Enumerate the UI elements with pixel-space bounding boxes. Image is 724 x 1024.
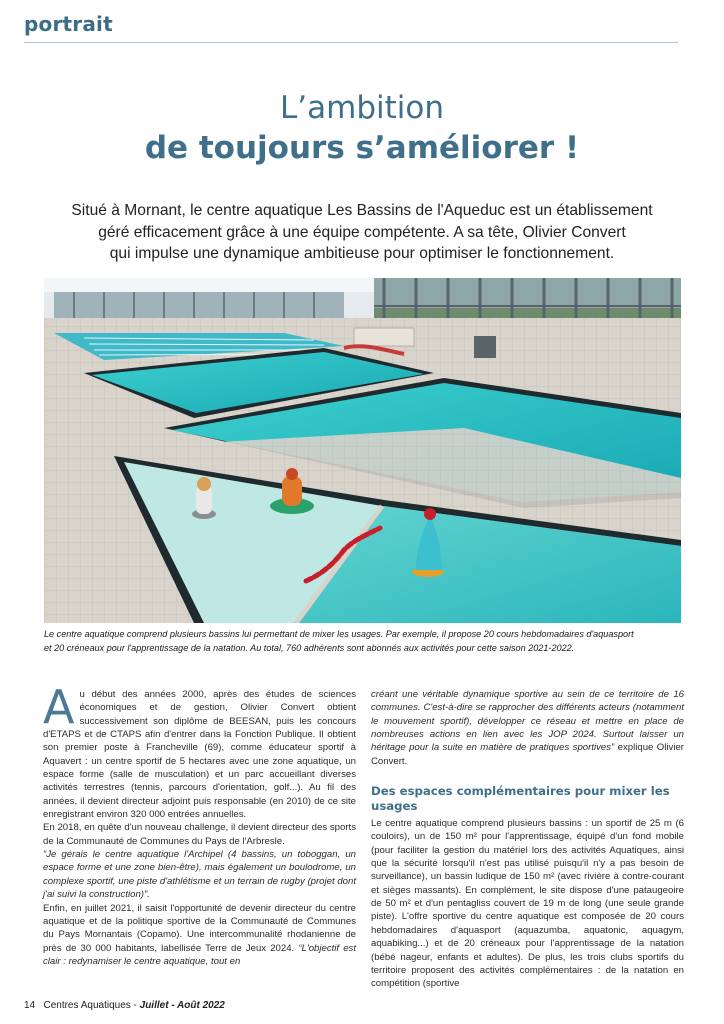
caption-line: Le centre aquatique comprend plusieurs bassins lui permettant de mixer les usages. Par exemple, il propose 20 cours hebdomadaires d'aquasport bbox=[44, 629, 634, 639]
article-title bbox=[0, 88, 724, 168]
left-column bbox=[43, 680, 356, 968]
page-footer bbox=[24, 1000, 225, 1011]
paragraph bbox=[43, 680, 356, 821]
paragraph-text: Enfin, en juillet 2021, il saisit l'opportunité de devenir directeur du centre aquatique et de la politique sportive de la Communauté de Communes du Pays Mornantais (Copamo). Une intercommunalité rhodanienne de près de 30 000 habitants, labellisée Terre de Jeux 2024. bbox=[43, 902, 356, 954]
aquatic-center-photo bbox=[44, 278, 681, 623]
intro-line: géré efficacement grâce à une équipe compétente. A sa tête, Olivier Convert bbox=[98, 223, 626, 241]
page-number: 14 bbox=[24, 1000, 36, 1011]
quote-text: créant une véritable dynamique sportive au sein de ce territoire de 16 communes. C'est-à-dire se rapprocher des différents acteurs (notamment le mouvement sportif), développer ce réseau et mettre en place de nombreuses actions en lien avec les JOP 2024. Surtout laisser un héritage pour la suite en matière de pratiques sportives” bbox=[371, 689, 684, 754]
quote-paragraph: “Je gérais le centre aquatique l'Archipel (4 bassins, un toboggan, un espace forme et une zone bien-être), mais également un boulodrome, un complexe sportif, une piste d'athlétisme et un terrain de rugby (projet dont j'ai suivi la construction)”. bbox=[43, 849, 356, 901]
section-heading: Des espaces complémentaires pour mixer les usages bbox=[371, 784, 670, 814]
photo-caption bbox=[44, 628, 684, 655]
drop-cap: A bbox=[43, 680, 75, 734]
title-line-2: de toujours s’améliorer ! bbox=[144, 130, 580, 166]
pool-illustration bbox=[44, 278, 681, 623]
paragraph bbox=[43, 902, 356, 969]
issue-date: Juillet - Août 2022 bbox=[139, 1000, 225, 1011]
section-label: portrait bbox=[24, 12, 113, 36]
paragraph: Le centre aquatique comprend plusieurs bassins : un sportif de 25 m (6 couloirs), un de 150 m² pour l'apprentissage, équipé d'un fond mobile (pour faciliter la gestion du matériel lors des activités Aquatiques, ainsi que la sécurité lorsqu'il n'est pas utilisé puisqu'il n'y a pas besoin de surveillance), un bassin ludique de 150 m² (avec rivière à contre-courant et sièges massants). En complément, le site dispose d'une pataugeoire de 50 m² et d'un pentagliss couvert de 19 m de long (une seule grande piste). L'offre sportive du centre aquatique est composée de 20 cours hebdomadaires d'aquasport (aquazumba, aquatonic, aquagym, aquabiking...) et de 20 créneaux pour l'apprentissage de la natation (bébé nageur, enfants et adultes). De plus, les trois clubs sportifs du territoire proposent des activités complémentaires : de la natation en compétition (sportive bbox=[371, 818, 684, 990]
paragraph bbox=[371, 688, 684, 768]
header-divider bbox=[24, 42, 678, 43]
quote-text: “L'objectif est clair : redynamiser le centre aquatique, tout en bbox=[43, 942, 356, 967]
paragraph-text: explique Olivier Convert. bbox=[371, 742, 684, 767]
caption-line: et 20 créneaux pour l'apprentissage de la natation. Au total, 760 adhérents sont abonnés aux activités pour cette saison 2021-2022. bbox=[44, 642, 575, 653]
paragraph: En 2018, en quête d'un nouveau challenge, il devient directeur des sports de la Communauté de Communes du Pays de l'Arbresle. bbox=[43, 822, 356, 847]
intro-line: qui impulse une dynamique ambitieuse pour optimiser le fonctionnement. bbox=[109, 245, 615, 262]
intro-line: Situé à Mornant, le centre aquatique Les Bassins de l'Aqueduc est un établissement bbox=[71, 202, 653, 219]
article-intro bbox=[50, 200, 674, 265]
paragraph-text: u début des années 2000, après des études de sciences économiques et de gestion, Olivier Convert obtient successivement son diplôme de BEESAN, puis les concours d'ETAPS et de CTAPS afin d'entrer dans la Fonction Publique. Il obtient son premier poste à Francheville (69), comme éducateur sportif à Aquavert : un centre sportif de 5 hectares avec une zone aquatique, un espace forme (salle de musculation) et un parc accueillant diverses activités terrestres (tennis, parcours d'orientation, golf...). Au fil des années, il devient directeur adjoint puis responsable (en 2010) de ce site enregistrant environ 320 000 entrées annuelles. bbox=[43, 689, 356, 821]
magazine-name: Centres Aquatiques - bbox=[43, 1000, 140, 1011]
right-column bbox=[371, 688, 684, 991]
title-line-1: L’ambition bbox=[280, 90, 444, 126]
